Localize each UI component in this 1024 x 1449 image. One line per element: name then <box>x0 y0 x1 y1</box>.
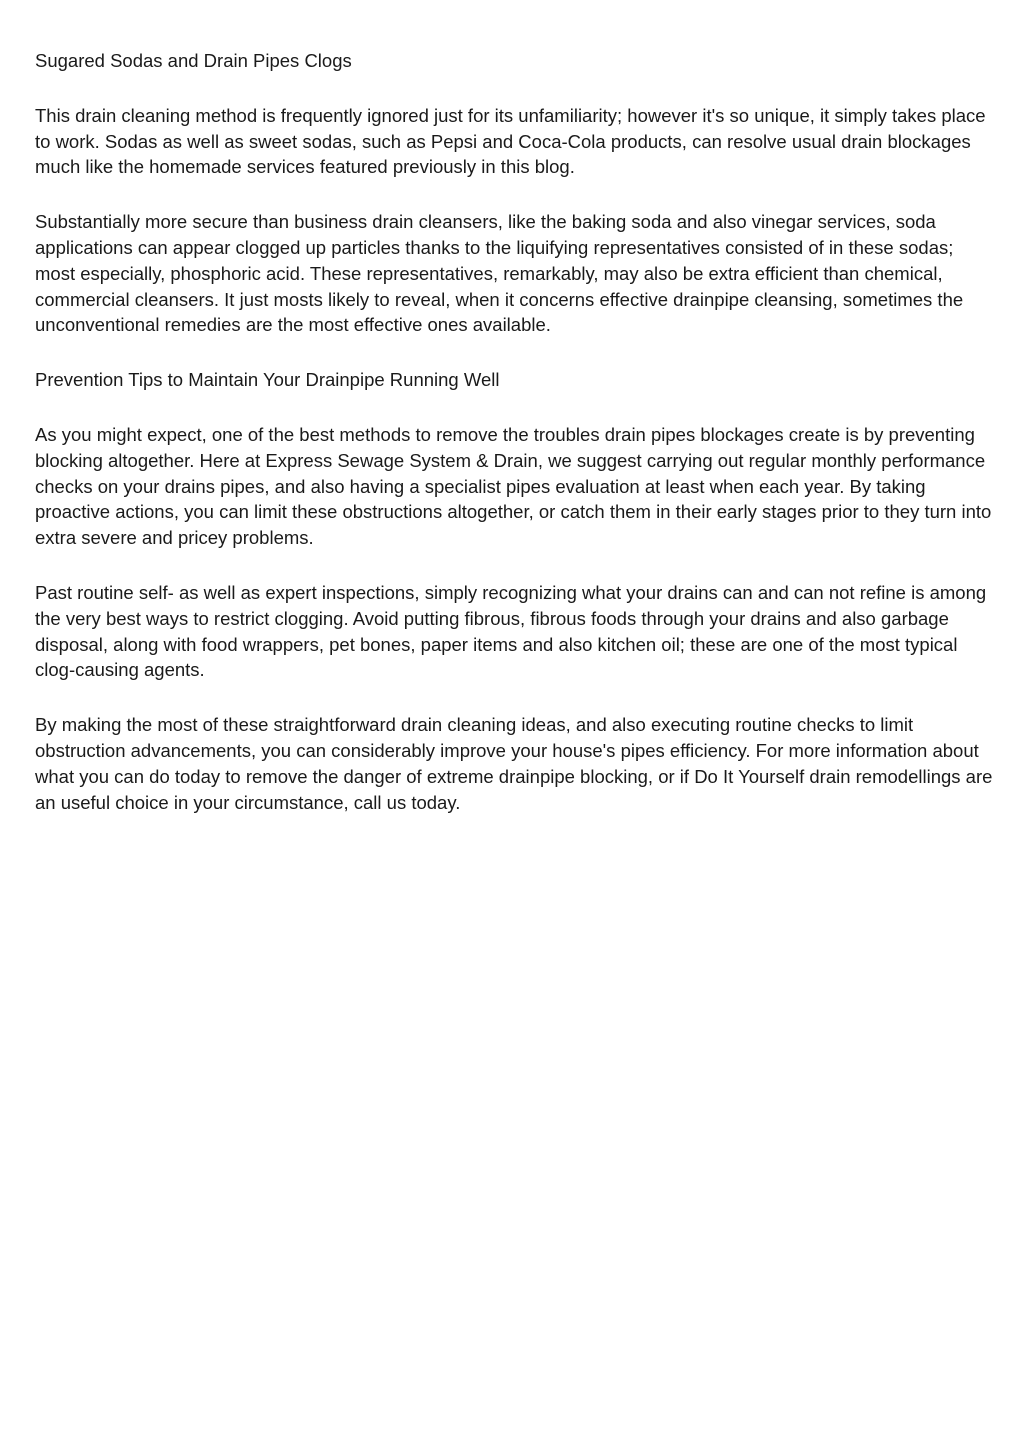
section-heading-soda: Sugared Sodas and Drain Pipes Clogs <box>35 50 352 71</box>
paragraph-closing: By making the most of these straightforward drain cleaning ideas, and also executing routine checks to limit obstruction advancements, you can considerably improve your house's pipes efficiency. For more information about what you can do today to remove the danger of extreme drainpipe blocking, or if Do It Yourself drain remodellings are an useful choice in your circumstance, call us today. <box>35 714 993 813</box>
paragraph-soda-method: This drain cleaning method is frequently ignored just for its unfamiliarity; however it's so unique, it simply takes place to work. Sodas as well as sweet sodas, such as Pepsi and Coca-Cola products, can resolve usual drain blockages much like the homemade services featured previously in this blog. <box>35 104 986 178</box>
paragraph-prevention-checks: As you might expect, one of the best methods to remove the troubles drain pipes blockages create is by preventing blocking altogether. Here at Express Sewage System & Drain, we suggest carrying out regular monthly performance checks on your drains pipes, and also having a specialist pipes evaluation at least when each year. By taking proactive actions, you can limit these obstructions altogether, or catch them in their early stages prior to they turn into extra severe and pricey problems. <box>35 423 992 549</box>
paragraph-soda-safety: Substantially more secure than business drain cleansers, like the baking soda and also vinegar services, soda applications can appear clogged up particles thanks to the liquifying representatives consisted of in these sodas; most especially, phosphoric acid. These representatives, remarkably, may also be extra efficient than chemical, commercial cleansers. It just mosts likely to reveal, when it concerns effective drainpipe cleansing, sometimes the unconventional remedies are the most effective ones available. <box>35 211 964 336</box>
paragraph-prevention-inspections: Past routine self- as well as expert inspections, simply recognizing what your drains can and can not refine is among the very best ways to restrict clogging. Avoid putting fibrous, fibrous foods through your drains and also garbage disposal, along with food wrappers, pet bones, paper items and also kitchen oil; these are one of the most typical clog-causing agents. <box>35 581 987 681</box>
section-heading-prevention: Prevention Tips to Maintain Your Drainpipe Running Well <box>35 369 500 391</box>
document-page <box>35 48 995 844</box>
